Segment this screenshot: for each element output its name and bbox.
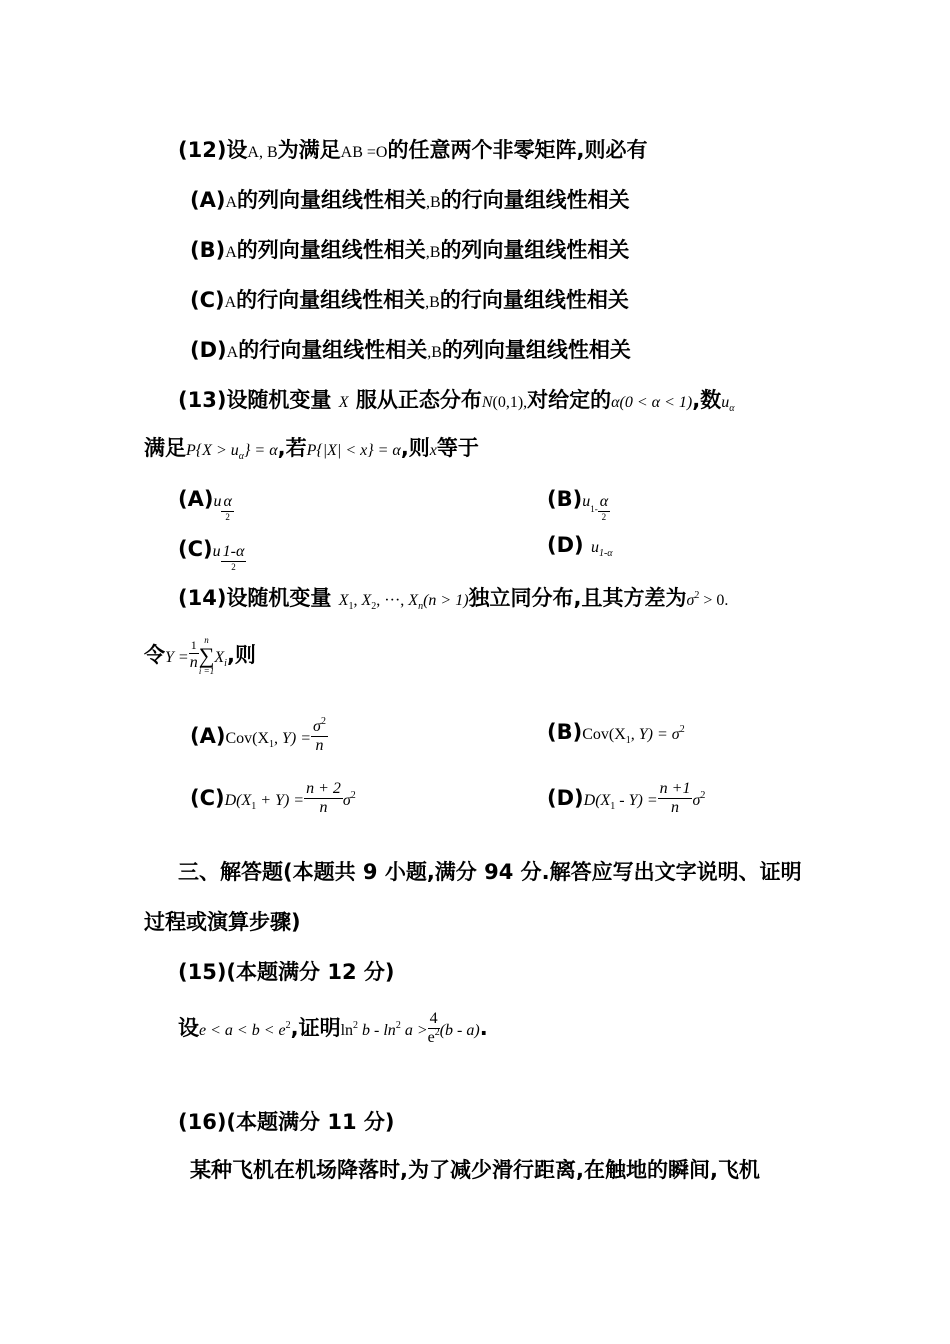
q13-option-b: $(B)u_{1-}$ $\frac{\alpha}{2}$ <box>547 486 609 523</box>
q14-option-b: (B)Cov(X1, $Y) = \sigma^2$ <box>547 720 685 746</box>
q14-stem-line1: (14)设随机变量 X1, X2, ···, Xn(n > 1)独立同分布,且其方差为$\sigma^2 > 0$. <box>178 586 729 612</box>
q12-option-d: (D)A的行向量组线性相关,B的列向量组线性相关 <box>190 338 631 362</box>
q14-option-a: (A)Cov(X1, Y) = $\frac{\sigma^2}{n}$ <box>190 716 326 755</box>
q15-header: (15)(本题满分 12 分) <box>178 960 395 984</box>
q13-stem-line1: (13)设随机变量 X 服从正态分布N(0,1),对给定的α(0 < α < 1),数uα <box>178 388 735 414</box>
q15-stem: 设$e < a < b < e^2$,证明$\ln^2 b - \ln^2 a$ > $\frac{4}{e^2}$ (b - a). <box>178 1010 488 1047</box>
section3-heading: 三、解答题(本题共 9 小题,满分 94 分.解答应写出文字说明、证明 <box>178 860 802 884</box>
q12-option-b: (B)A的列向量组线性相关,B的列向量组线性相关 <box>190 238 630 262</box>
q13-option-d: (D) u1-α <box>547 533 613 559</box>
q13-option-a: (A)u $\frac{\alpha}{2}$ <box>178 486 232 523</box>
q12-option-a: (A)A的列向量组线性相关,B的行向量组线性相关 <box>190 188 630 212</box>
q14-option-c: (C)D(X1 + Y) = $\frac{n + 2}{n}$ $\sigma^2$ <box>190 780 356 817</box>
q16-stem: 某种飞机在机场降落时,为了减少滑行距离,在触地的瞬间,飞机 <box>190 1158 760 1182</box>
q13-stem-line2: 满足P{X > uα} = α,若P{|X| < x} = α,则x等于 <box>144 436 479 462</box>
q12-option-c: (C)A的行向量组线性相关,B的行向量组线性相关 <box>190 288 629 312</box>
section3-heading-cont: 过程或演算步骤) <box>144 910 301 934</box>
q12-stem: (12)设A, B为满足AB =O的任意两个非零矩阵,则必有 <box>178 138 648 162</box>
q13-option-c: (C)u $\frac{1-\alpha}{2}$ <box>178 536 245 573</box>
q14-option-d: (D)D(X1 - Y) = $\frac{n +1}{n}$ $\sigma^2$ <box>547 780 706 817</box>
q16-header: (16)(本题满分 11 分) <box>178 1110 395 1134</box>
q14-stem-line2: 令Y = $\frac{1}{n}$ n ∑ i =1 Xi,则 <box>144 635 256 676</box>
